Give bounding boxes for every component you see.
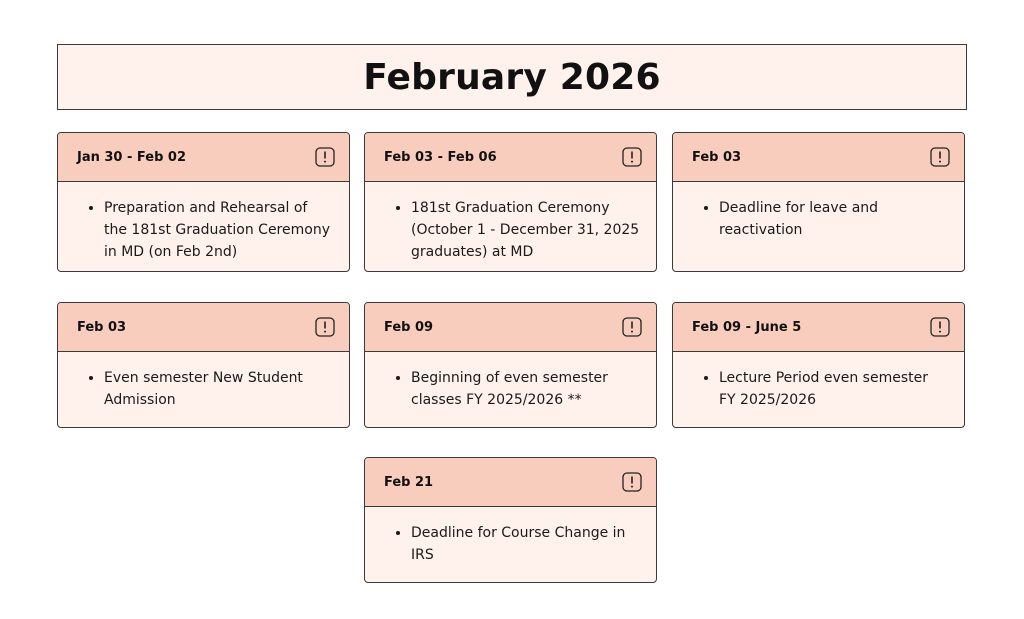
event-card-header [673, 303, 964, 352]
event-card-header [58, 303, 349, 352]
alert-icon [315, 317, 335, 337]
event-card-body [365, 182, 656, 272]
event-date: Feb 03 - Feb 06 [384, 149, 497, 165]
event-card-header [365, 133, 656, 182]
event-list [381, 522, 640, 566]
alert-icon [315, 147, 335, 167]
event-list [689, 367, 948, 411]
event-description: • Deadline for leave and reactivation [719, 197, 948, 241]
alert-icon [930, 317, 950, 337]
event-date: Feb 03 [692, 149, 742, 165]
event-card [57, 302, 350, 428]
event-card-header [673, 133, 964, 182]
event-description: • Lecture Period even semester FY 2025/2026 [719, 367, 948, 411]
event-list [381, 367, 640, 411]
event-list [74, 367, 333, 411]
event-card-header [365, 303, 656, 352]
event-description: • Preparation and Rehearsal of the 181st Graduation Ceremony in MD (on Feb 2nd) [104, 197, 333, 263]
event-date: Feb 09 - June 5 [692, 319, 802, 335]
event-card [57, 132, 350, 272]
event-card [672, 302, 965, 428]
event-description: • 181st Graduation Ceremony (October 1 - December 31, 2025 graduates) at MD [411, 197, 640, 263]
alert-icon [930, 147, 950, 167]
event-card-header [365, 458, 656, 507]
event-date: Feb 09 [384, 319, 434, 335]
event-card [364, 457, 657, 583]
event-card [364, 302, 657, 428]
event-list [381, 197, 640, 263]
month-title-box [57, 44, 967, 110]
event-card [364, 132, 657, 272]
event-date: Feb 21 [384, 474, 434, 490]
event-list [74, 197, 333, 263]
event-description: • Deadline for Course Change in IRS [411, 522, 640, 566]
event-card-body [673, 352, 964, 421]
event-card-body [365, 507, 656, 576]
page-title: February 2026 [363, 56, 661, 98]
event-card-body [673, 182, 964, 251]
event-description: • Beginning of even semester classes FY 2025/2026 ** [411, 367, 640, 411]
alert-icon [622, 472, 642, 492]
alert-icon [622, 147, 642, 167]
event-card-body [365, 352, 656, 421]
alert-icon [622, 317, 642, 337]
event-list [689, 197, 948, 241]
event-card-body [58, 182, 349, 272]
event-card-header [58, 133, 349, 182]
event-description: • Even semester New Student Admission [104, 367, 333, 411]
event-date: Feb 03 [77, 319, 127, 335]
event-card [672, 132, 965, 272]
event-date: Jan 30 - Feb 02 [77, 149, 187, 165]
event-card-body [58, 352, 349, 421]
